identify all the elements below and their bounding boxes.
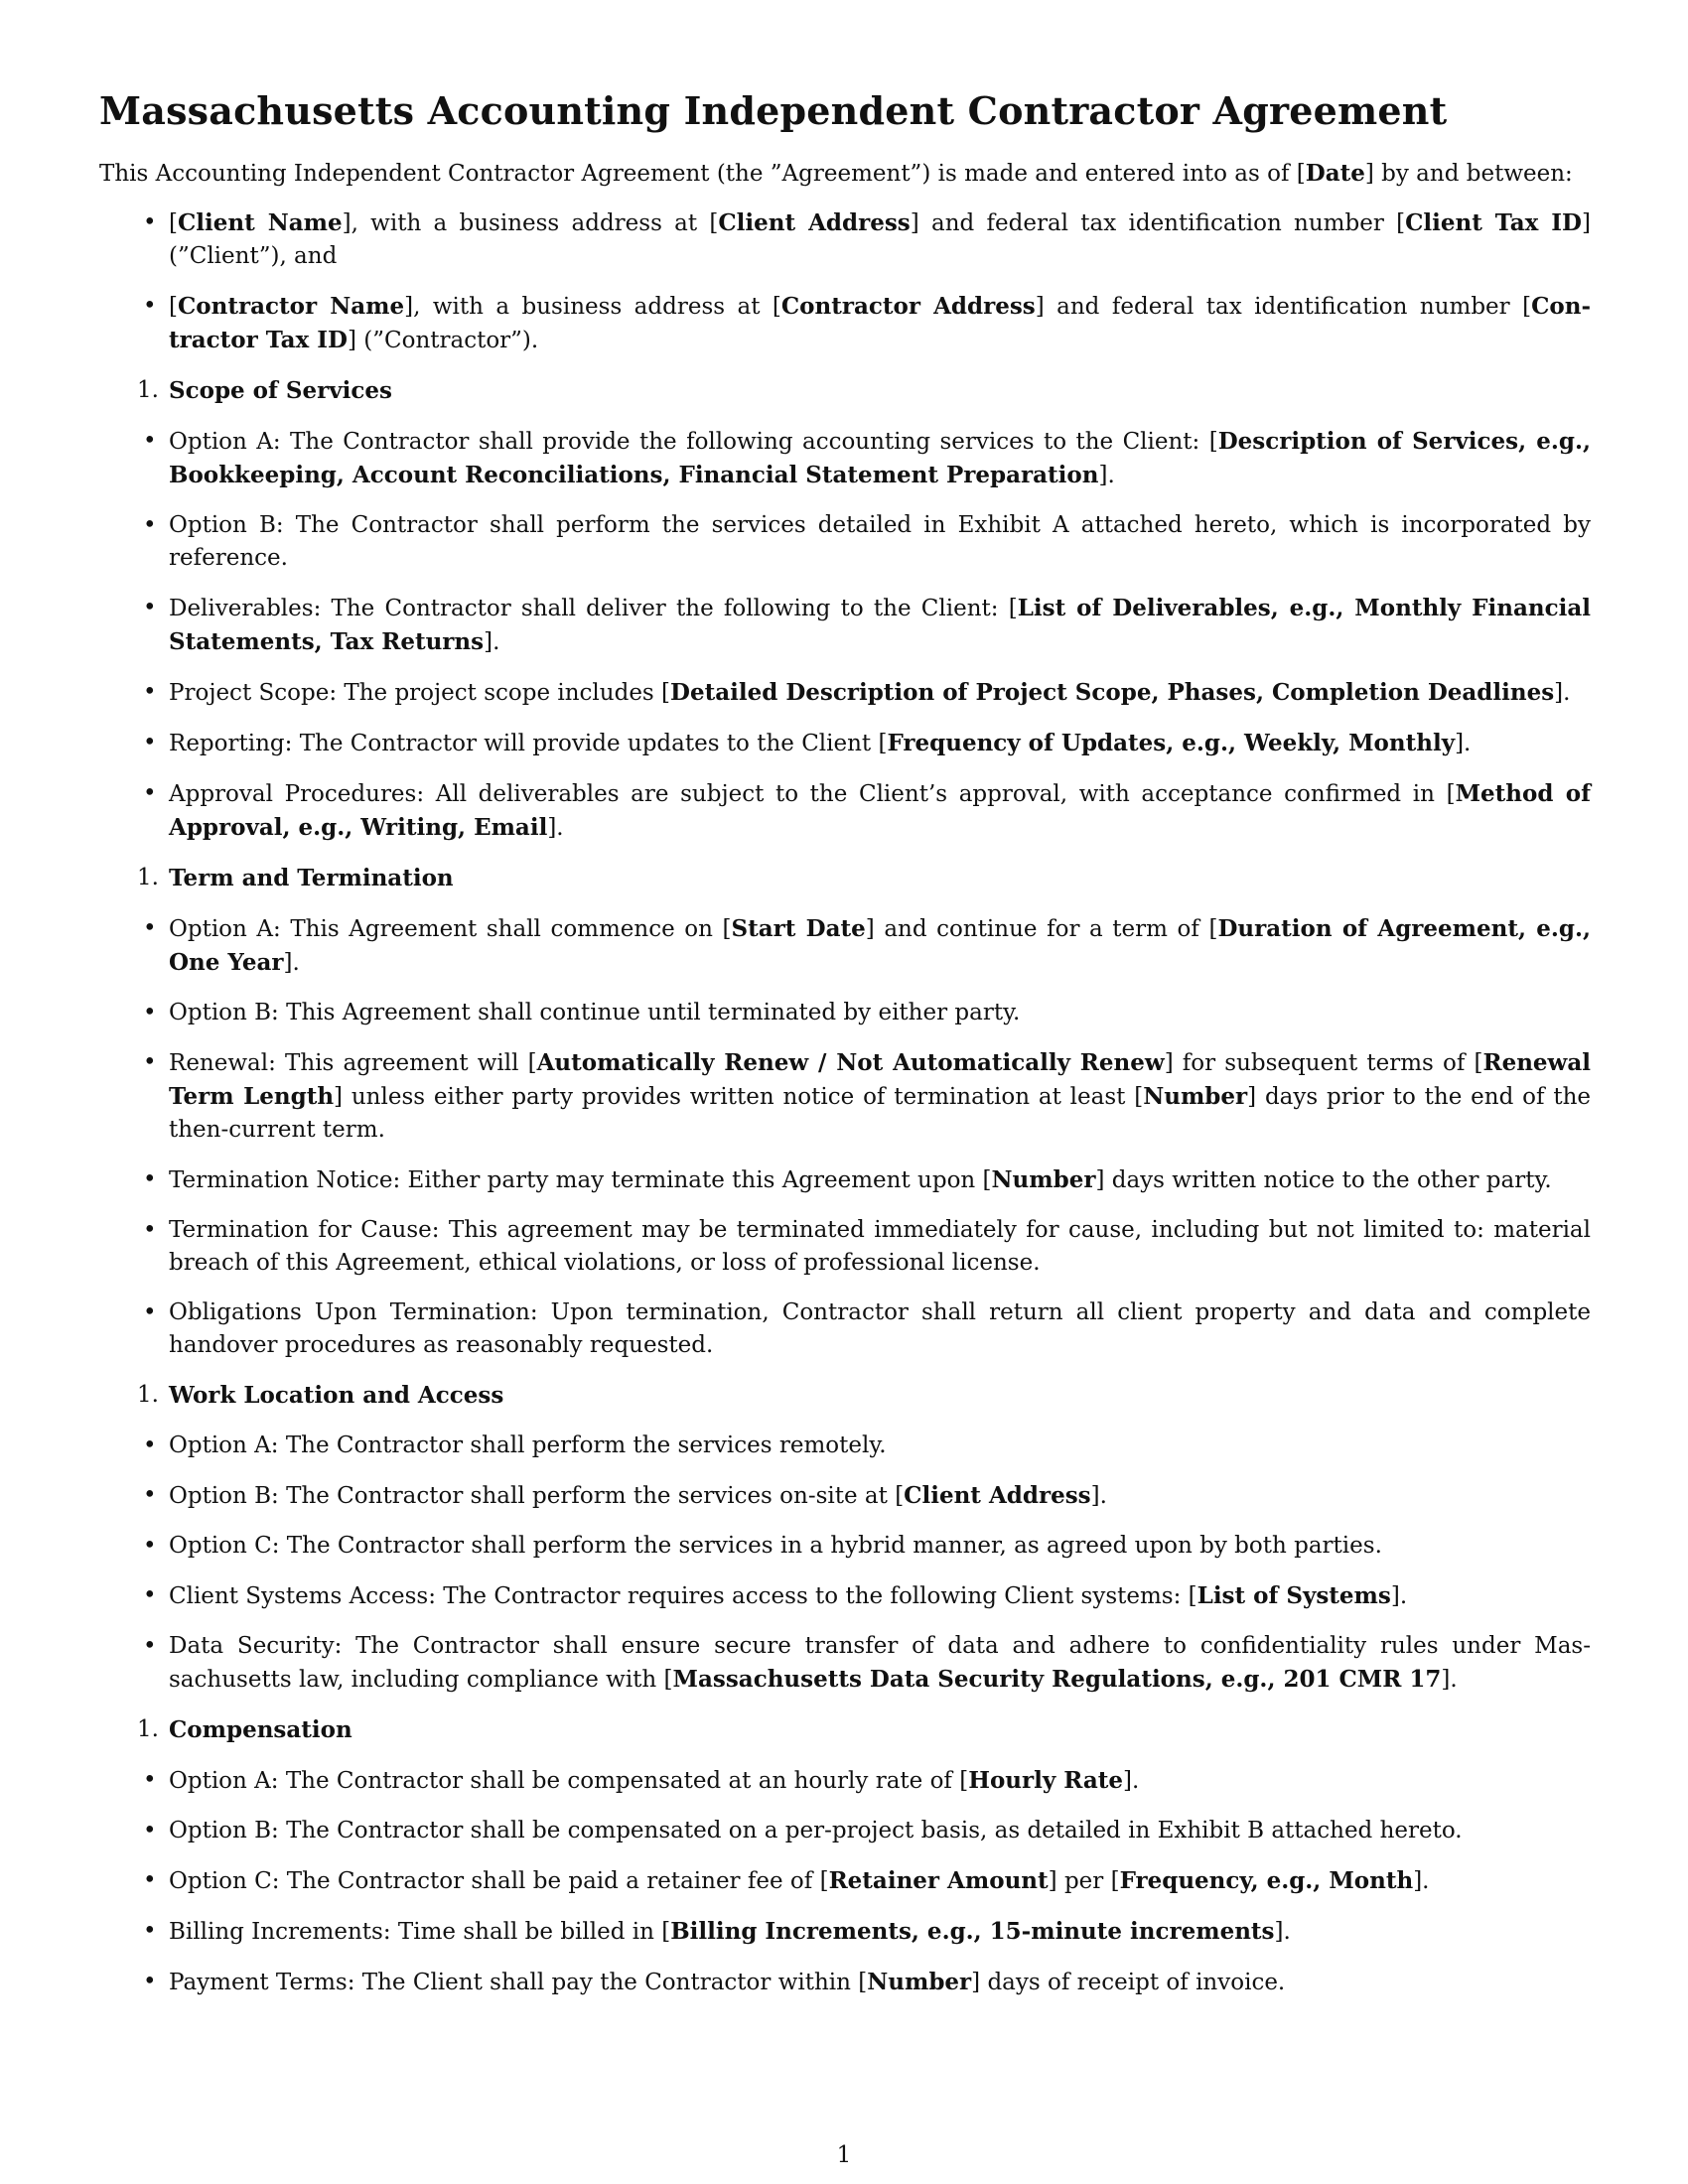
text-run: ], with a business address at [ bbox=[404, 294, 781, 320]
placeholder-field: Automatically Renew / Not Automatically Renew bbox=[536, 1049, 1165, 1076]
clause-item bbox=[99, 592, 1591, 659]
text-run: Option C: The Contractor shall be paid a retainer fee of [ bbox=[169, 1868, 829, 1894]
clause-item bbox=[99, 1630, 1591, 1697]
placeholder-field: Number bbox=[1143, 1083, 1248, 1110]
section-number: 1. bbox=[137, 865, 159, 890]
section-items-list bbox=[99, 425, 1591, 845]
text-run: Termination Notice: Either party may terminate this Agreement upon [ bbox=[169, 1167, 992, 1193]
clause-item bbox=[99, 1214, 1591, 1280]
section-items-list bbox=[99, 1764, 1591, 1999]
placeholder-field: Date bbox=[1305, 160, 1365, 187]
text-run: ]. bbox=[1554, 680, 1571, 706]
clause-item bbox=[99, 997, 1591, 1029]
placeholder-field: Frequency of Updates, e.g., Weekly, Monthly bbox=[887, 730, 1456, 756]
text-run: Deliverables: The Contractor shall deliver the following to the Client: [ bbox=[169, 596, 1018, 621]
clause-item bbox=[99, 1530, 1591, 1563]
section-title: Term and Termination bbox=[169, 865, 454, 891]
text-run: Data Security: The Contractor shall ensure secure transfer of data and adhere to confidentiality rules under Massachusetts law, including compliance with [ bbox=[169, 1633, 1591, 1693]
placeholder-field: Client Tax ID bbox=[1405, 209, 1583, 236]
text-run: ] and federal tax identification number [ bbox=[1035, 294, 1532, 320]
text-run: ] unless either party provides written notice of termination at least [ bbox=[334, 1084, 1144, 1110]
text-run: [ bbox=[169, 294, 178, 320]
text-run: ], with a business address at [ bbox=[342, 210, 719, 236]
clause-item bbox=[99, 1966, 1591, 1999]
placeholder-field: Client Name bbox=[177, 209, 343, 236]
placeholder-field: List of Systems bbox=[1196, 1582, 1391, 1609]
text-run: ]. bbox=[1455, 731, 1472, 756]
placeholder-field: Renewal Term Length bbox=[169, 1049, 1591, 1110]
clause-item bbox=[99, 1864, 1591, 1898]
clause-item bbox=[99, 1579, 1591, 1613]
placeholder-field: Retainer Amount bbox=[828, 1867, 1049, 1894]
text-run: ] and federal tax identification number [ bbox=[910, 210, 1406, 236]
placeholder-field: Massachusetts Data Security Regulations, e.g., 201 CMR 17 bbox=[672, 1666, 1442, 1693]
text-run: ] for subsequent terms of [ bbox=[1164, 1050, 1483, 1076]
placeholder-field: Contractor Address bbox=[780, 293, 1036, 320]
text-run: Option A: The Contractor shall be compensated at an hourly rate of [ bbox=[169, 1768, 969, 1794]
text-run: [ bbox=[169, 210, 178, 236]
clause-item bbox=[99, 1163, 1591, 1197]
placeholder-field: Duration of Agreement, e.g., One Year bbox=[169, 915, 1591, 976]
placeholder-field: Client Address bbox=[904, 1482, 1091, 1509]
placeholder-field: Contractor Name bbox=[177, 293, 405, 320]
text-run: ] days prior to the end of the then-current term. bbox=[169, 1084, 1592, 1143]
clause-item bbox=[99, 727, 1591, 760]
text-run: ] and continue for a term of [ bbox=[865, 916, 1218, 942]
clause-item bbox=[99, 1815, 1591, 1847]
text-run: ] days written notice to the other party. bbox=[1095, 1167, 1552, 1193]
text-run: ]. bbox=[484, 629, 500, 655]
text-run: ]. bbox=[1090, 1483, 1107, 1509]
text-run: Billing Increments: Time shall be billed in [ bbox=[169, 1919, 671, 1945]
section-number: 1. bbox=[137, 1382, 159, 1408]
text-run: ]. bbox=[1098, 463, 1115, 488]
text-run: Termination for Cause: This agreement may be terminated immediately for cause, including but not limited to: material breach of this Agreement, ethical violations, or loss of professional license. bbox=[169, 1217, 1591, 1276]
intro-paragraph bbox=[99, 157, 1591, 191]
section-items-list bbox=[99, 912, 1591, 1362]
placeholder-field: Frequency, e.g., Month bbox=[1119, 1867, 1414, 1894]
text-run: Option A: The Contractor shall provide the following accounting services to the Client: [ bbox=[169, 429, 1218, 455]
document-body bbox=[99, 206, 1591, 1999]
text-run: ]. bbox=[1390, 1583, 1408, 1609]
text-run: This Accounting Independent Contractor Agreement (the ”Agreement”) is made and entered into as of [ bbox=[99, 161, 1306, 187]
clause-item bbox=[99, 1297, 1591, 1362]
text-run: Option B: The Contractor shall be compensated on a per-project basis, as detailed in Exhibit B attached hereto. bbox=[169, 1818, 1463, 1843]
text-run: Option C: The Contractor shall perform the services in a hybrid manner, as agreed upon by both parties. bbox=[169, 1533, 1382, 1559]
text-run: Option A: The Contractor shall perform the services remotely. bbox=[169, 1433, 887, 1458]
text-run: Project Scope: The project scope includes [ bbox=[169, 680, 671, 706]
clause-item bbox=[99, 1479, 1591, 1513]
section-heading bbox=[99, 1713, 1591, 1747]
text-run: ]. bbox=[1123, 1768, 1140, 1794]
text-run: ]. bbox=[1441, 1667, 1458, 1693]
text-run: ] per [ bbox=[1048, 1868, 1120, 1894]
party-item bbox=[99, 206, 1591, 273]
clause-item bbox=[99, 509, 1591, 575]
section-title: Scope of Services bbox=[169, 377, 392, 404]
document-title: Massachusetts Accounting Independent Contractor Agreement bbox=[99, 88, 1448, 133]
placeholder-field: Method of Approval, e.g., Writing, Email bbox=[169, 780, 1591, 841]
section-title: Work Location and Access bbox=[169, 1382, 504, 1409]
placeholder-field: Start Date bbox=[731, 915, 866, 942]
section-heading bbox=[99, 1379, 1591, 1413]
text-run: Option B: The Contractor shall perform the services detailed in Exhibit A attached hereto, which is incorporated by reference. bbox=[169, 512, 1591, 571]
placeholder-field: Description of Services, e.g., Bookkeeping, Account Reconciliations, Financial Statement Preparation bbox=[169, 428, 1591, 488]
clause-item bbox=[99, 1046, 1591, 1147]
section-items-list bbox=[99, 1430, 1591, 1697]
text-run: Reporting: The Contractor will provide updates to the Client [ bbox=[169, 731, 888, 756]
placeholder-field: Number bbox=[991, 1166, 1096, 1193]
placeholder-field: Number bbox=[867, 1969, 972, 1995]
section-number: 1. bbox=[137, 1716, 159, 1742]
text-run: ] by and between: bbox=[1364, 161, 1573, 187]
page-number: 1 bbox=[836, 2142, 852, 2168]
placeholder-field: Hourly Rate bbox=[968, 1767, 1124, 1794]
text-run: Option A: This Agreement shall commence on [ bbox=[169, 916, 732, 942]
text-run: ]. bbox=[283, 950, 300, 976]
placeholder-field: Client Address bbox=[718, 209, 911, 236]
text-run: Payment Terms: The Client shall pay the Contractor within [ bbox=[169, 1970, 868, 1995]
placeholder-field: Billing Increments, e.g., 15-minute increments bbox=[670, 1918, 1275, 1945]
placeholder-field: List of Deliverables, e.g., Monthly Financial Statements, Tax Returns bbox=[169, 595, 1591, 655]
text-run: ]. bbox=[547, 815, 564, 841]
clause-item bbox=[99, 1764, 1591, 1798]
text-run: ]. bbox=[1413, 1868, 1430, 1894]
placeholder-field: Contractor Tax ID bbox=[169, 293, 1591, 353]
text-run: ]. bbox=[1274, 1919, 1291, 1945]
text-run: ] (”Client”), and bbox=[169, 210, 1591, 269]
text-run: Option B: The Contractor shall perform the services on-site at [ bbox=[169, 1483, 905, 1509]
section-number: 1. bbox=[137, 377, 159, 403]
text-run: Client Systems Access: The Contractor requires access to the following Client systems: [ bbox=[169, 1583, 1197, 1609]
clause-item bbox=[99, 777, 1591, 845]
section-title: Compensation bbox=[169, 1716, 352, 1743]
text-run: Approval Procedures: All deliverables are subject to the Client’s approval, with acceptance confirmed in [ bbox=[169, 781, 1456, 807]
text-run: Renewal: This agreement will [ bbox=[169, 1050, 537, 1076]
text-run: ] (”Contractor”). bbox=[347, 328, 539, 353]
clause-item bbox=[99, 912, 1591, 980]
clause-item bbox=[99, 425, 1591, 492]
text-run: Obligations Upon Termination: Upon termination, Contractor shall return all client property and data and complete handover procedures as reasonably requested. bbox=[169, 1299, 1591, 1358]
section-heading bbox=[99, 862, 1591, 895]
party-item bbox=[99, 290, 1591, 357]
text-run: ] days of receipt of invoice. bbox=[971, 1970, 1286, 1995]
placeholder-field: Detailed Description of Project Scope, Phases, Completion Deadlines bbox=[670, 679, 1555, 706]
text-run: Option B: This Agreement shall continue until terminated by either party. bbox=[169, 1000, 1021, 1025]
clause-item bbox=[99, 1915, 1591, 1949]
section-heading bbox=[99, 374, 1591, 408]
clause-item bbox=[99, 1430, 1591, 1462]
parties-list bbox=[99, 206, 1591, 357]
clause-item bbox=[99, 676, 1591, 710]
